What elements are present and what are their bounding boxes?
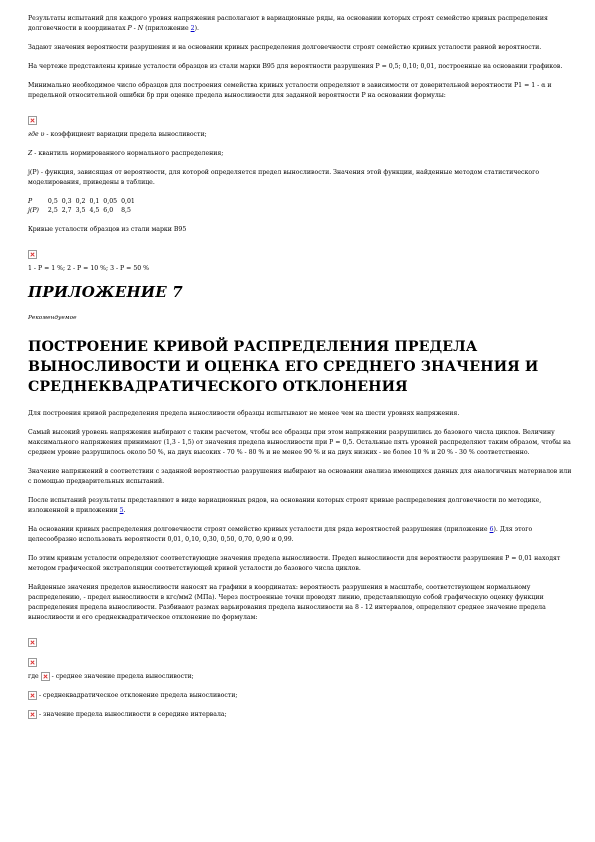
- table-cell: 0,5: [47, 198, 58, 205]
- definition-mean-value: где - среднее значение предела выносливости;: [28, 673, 194, 680]
- link-appendix-2[interactable]: 2: [190, 25, 195, 32]
- table-cell: 6,0: [103, 207, 114, 214]
- link-appendix-6[interactable]: 6: [489, 526, 494, 533]
- paragraph-drawing-curves: На чертеже представлены кривые усталости образцов из стали марки В95 для вероятности разрушения P = 0,5; 0,10; 0,01, построенные на основании графиков.: [28, 63, 563, 70]
- table-cell: 3,5: [75, 207, 86, 214]
- paragraph-stress-values: Значение напряжений в соответствии с заданной вероятностью разрушения выбирают на основании анализа имеющихся данных для аналогичных материалов или с помощью предварительных испытаний.: [28, 468, 572, 485]
- table-cell: 0,2: [75, 198, 86, 205]
- section-title: ПОСТРОЕНИЕ КРИВОЙ РАСПРЕДЕЛЕНИЯ ПРЕДЕЛА ВЫНОСЛИВОСТИ И ОЦЕНКА ЕГО СРЕДНЕГО ЗНАЧЕНИЯ И СРЕДНЕКВАДРАТИЧЕСКОГО ОТКЛОНЕНИЯ: [28, 339, 539, 395]
- link-appendix-5[interactable]: 5: [119, 507, 124, 514]
- paragraph-distribution-plot: Найденные значения пределов выносливости наносят на графики в координатах: вероятность разрушения в масштабе, соответствующем нормальному распределению, - предел выносливости в кгс/мм2 (МПа). Через построенные точки проводят линию, представляющую собой графическую оценку функции распределения предела выносливости. Разбивают размах варьирования предела выносливости на 8 - 12 интервалов, определяют среднее значение предела выносливости и его среднеквадратическое отклонение по формулам:: [28, 584, 546, 621]
- table-cell: 2,7: [61, 207, 72, 214]
- table-cell: 4,5: [89, 207, 100, 214]
- paragraph-highest-level: Самый высокий уровень напряжения выбирают с таким расчетом, чтобы все образцы при этом напряжении разрушились до базового числа циклов. Величину максимального напряжения принимают (1,3 - 1,5) от значения предела выносливости при P = 0,5. Остальные пять уровней распределяют таким образом, чтобы на среднем уровне разрушилось около 50 %, на двух высоких - 70 % - 80 % и не менее 90 % и на двух низких - не более 10 % и 20 % - 30 % соответственно.: [28, 429, 571, 456]
- table-cell: 0,3: [61, 198, 72, 205]
- formula-image-deviation: [28, 652, 576, 663]
- paragraph-extrapolation: По этим кривым усталости определяют соответствующие значения предела выносливости. Предел выносливости для вероятности разрушения P = 0,01 находят методом графической экстраполяции соответствующей кривой усталости до базового числа циклов.: [28, 555, 561, 572]
- definition-std-deviation: - среднеквадратическое отклонение предела выносливости;: [28, 691, 576, 701]
- definition-quantile: Z - квантиль нормированного нормального распределения;: [28, 150, 224, 157]
- curves-caption: Кривые усталости образцов из стали марки В95: [28, 226, 187, 233]
- appendix-heading: ПРИЛОЖЕНИЕ 7: [28, 283, 183, 301]
- formula-image-mean: [28, 632, 576, 643]
- formula-image-samples: [28, 110, 576, 121]
- definition-interval-midpoint: - значение предела выносливости в середине интервала;: [28, 710, 576, 720]
- table-cell: 2,5: [47, 207, 58, 214]
- table-header-jp: j(P): [28, 207, 39, 214]
- recommended-label: Рекомендуемое: [28, 315, 77, 321]
- paragraph-after-tests: После испытаний результаты представляют в виде вариационных рядов, на основании которых строят кривые распределения долговечности по методике, изложенной в приложении 5.: [28, 497, 542, 514]
- broken-image-icon: [28, 710, 37, 719]
- paragraph-probability-values: Задают значения вероятности разрушения и на основании кривых распределения долговечности строят семейство кривых усталости равной вероятности.: [28, 44, 542, 51]
- table-header-p: P: [28, 198, 33, 205]
- paragraph-curves-family: На основании кривых распределения долговечности строят семейство кривых усталости для ряда вероятностей разрушения (приложение 6). Для этого целесообразно использовать вероятности 0,01, 0,10, 0,30, 0,50, 0,70, 0,90 и 0,99.: [28, 526, 533, 543]
- paragraph-min-samples: Минимально необходимое число образцов для построения семейства кривых усталости определяют в зависимости от доверительной вероятности P1 = 1 - α и предельной относительной ошибки δp при оценке предела выносливости для заданной вероятности P на основании формулы:: [28, 82, 552, 99]
- broken-image-icon: [28, 116, 37, 125]
- paragraph-variation-series: Результаты испытаний для каждого уровня напряжения располагают в вариационные ряды, на основании которых строят семейство кривых распределения долговечности в координатах P - N (приложение 2).: [28, 15, 548, 32]
- broken-image-icon: [41, 672, 50, 681]
- broken-image-icon: [28, 658, 37, 667]
- figure-image-curves: [28, 244, 576, 255]
- table-cell: 0,01: [121, 198, 135, 205]
- table-cell: 0,05: [103, 198, 118, 205]
- broken-image-icon: [28, 691, 37, 700]
- table-cell: 8,5: [121, 207, 131, 214]
- table-row-jp: [28, 206, 139, 215]
- table-cell: 0,1: [89, 198, 100, 205]
- table-row-p: [28, 197, 139, 206]
- paragraph-six-levels: Для построения кривой распределения предела выносливости образцы испытывают не менее чем на шести уровнях напряжения.: [28, 410, 460, 417]
- definition-function-jp: j(P) - функция, зависящая от вероятности, для которой определяется предел выносливости. Значения этой функции, найденные методом статистического моделирования, приведены в таблице.: [28, 169, 540, 186]
- broken-image-icon: [28, 250, 37, 259]
- curves-legend: 1 - P = 1 %; 2 - P = 10 %; 3 - P = 50 %: [28, 265, 150, 272]
- broken-image-icon: [28, 638, 37, 647]
- definition-variation-coefficient: где υ - коэффициент вариации предела выносливости;: [28, 131, 207, 138]
- jp-table: [28, 197, 139, 215]
- document-page: [28, 14, 576, 729]
